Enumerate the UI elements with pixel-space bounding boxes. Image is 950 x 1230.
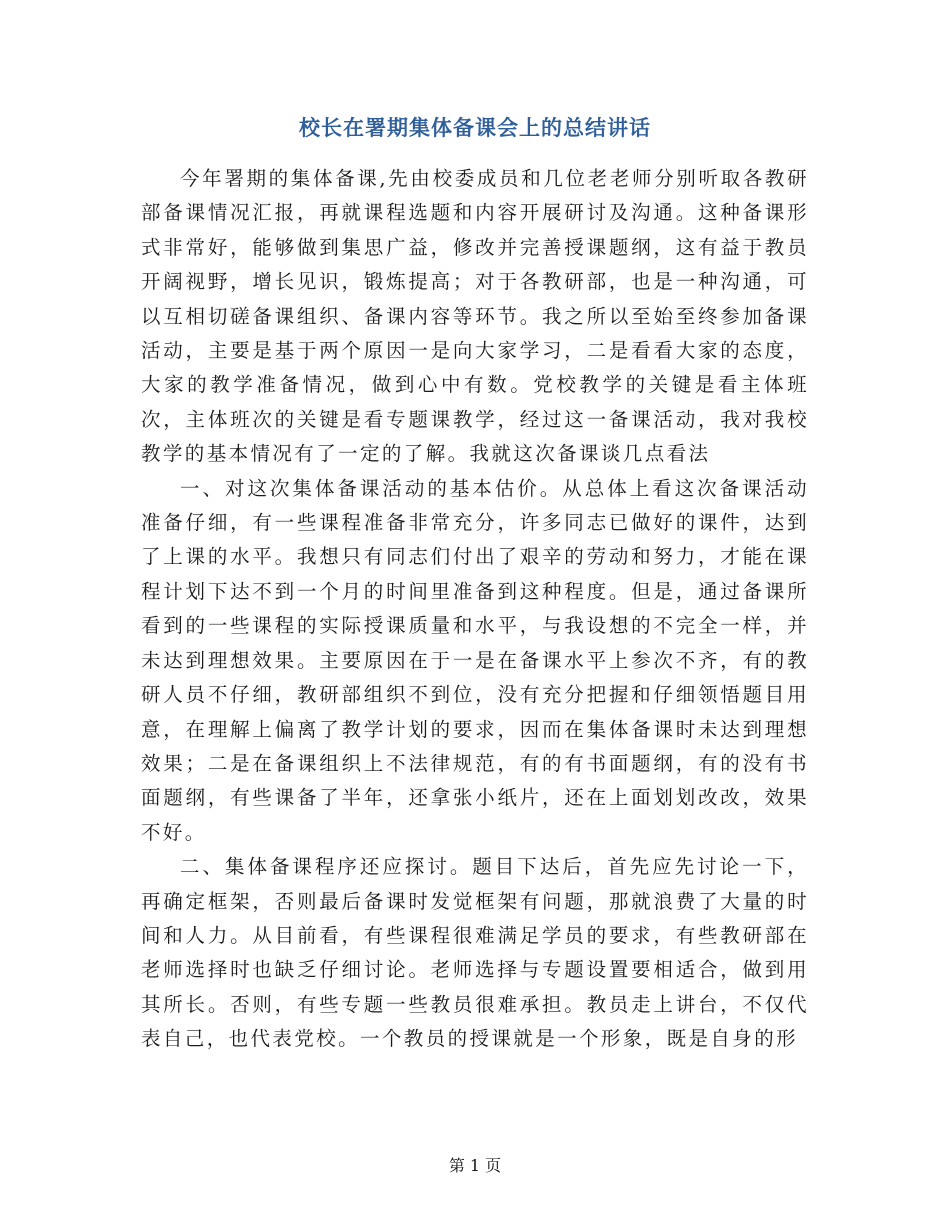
document-title: 校长在署期集体备课会上的总结讲话: [299, 116, 651, 140]
page-number: 第 1 页: [448, 1156, 502, 1175]
paragraph-section-2: 二、集体备课程序还应探讨。题目下达后，首先应先讨论一下，再确定框架，否则最后备课时发觉框架有问题，那就浪费了大量的时间和人力。从目前看，有些课程很难满足学员的要求，有些教研部在老师选择时也缺乏仔细讨论。老师选择与专题设置要相适合，做到用其所长。否则，有些专题一些教员很难承担。教员走上讲台，不仅代表自己，也代表党校。一个教员的授课就是一个形象，既是自身的形: [141, 855, 809, 1051]
paragraph-section-1: 一、对这次集体备课活动的基本估价。从总体上看这次备课活动准备仔细，有一些课程准备非常充分，许多同志已做好的课件，达到了上课的水平。我想只有同志们付出了艰辛的劳动和努力，才能在课程计划下达不到一个月的时间里准备到这种程度。但是，通过备课所看到的一些课程的实际授课质量和水平，与我设想的不完全一样，并未达到理想效果。主要原因在于一是在备课水平上参次不齐，有的教研人员不仔细，教研部组织不到位，没有充分把握和仔细领悟题目用意，在理解上偏离了教学计划的要求，因而在集体备课时未达到理想效果；二是在备课组织上不法律规范，有的有书面题纲，有的没有书面题纲，有些课备了半年，还拿张小纸片，还在上面划划改改，效果不好。: [141, 476, 809, 844]
paragraph-intro: 今年署期的集体备课,先由校委成员和几位老老师分别听取各教研部备课情况汇报，再就课程选题和内容开展研讨及沟通。这种备课形式非常好，能够做到集思广益，修改并完善授课题纲，这有益于教员开阔视野，增长见识，锻炼提高；对于各教研部，也是一种沟通，可以互相切磋备课组织、备课内容等环节。我之所以至始至终参加备课活动，主要是基于两个原因一是向大家学习，二是看看大家的态度，大家的教学准备情况，做到心中有数。党校教学的关键是看主体班次，主体班次的关键是看专题课教学，经过这一备课活动，我对我校教学的基本情况有了一定的了解。我就这次备课谈几点看法: [141, 167, 809, 466]
document-body: [141, 162, 809, 1057]
